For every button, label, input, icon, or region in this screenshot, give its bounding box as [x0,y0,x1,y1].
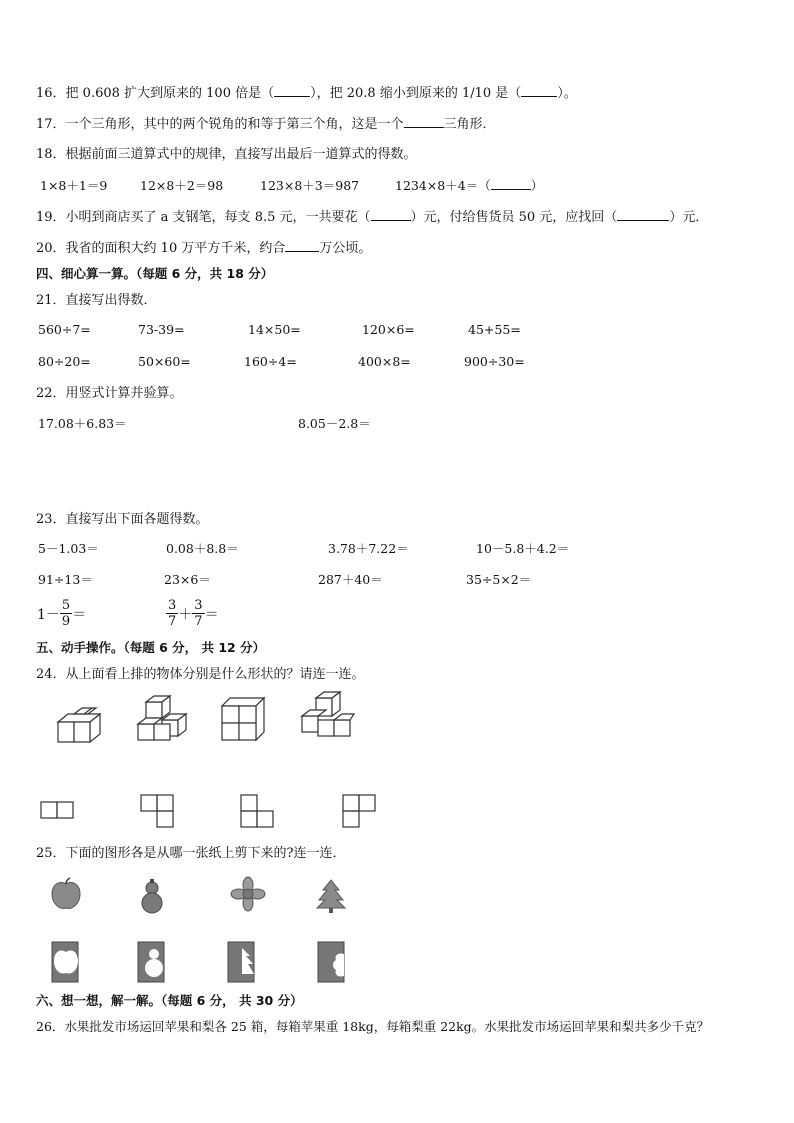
q21-expr: 120×6= [362,322,415,337]
question-23: 23．直接写出下面各题得数。 [36,512,209,527]
top-view-shape-2 [140,794,180,834]
q21-expr: 80÷20= [38,354,91,369]
q23-expr: 91÷13＝ [38,572,93,587]
fraction [166,598,178,629]
question-18: 18．根据前面三道算式中的规律，直接写出最后一道算式的得数。 [36,147,417,162]
q19-blank-2[interactable] [617,208,669,221]
top-view-shape-3 [240,794,280,834]
q21-expr: 50×60= [138,354,191,369]
q23-expr: 35÷5×2＝ [466,572,532,587]
top-view-shape-1 [40,800,80,822]
q18-expr-4-close: ） [530,178,544,193]
q17-blank[interactable] [404,115,444,128]
denominator: 7 [168,614,177,629]
q21-expr: 400×8= [358,354,411,369]
q16-text-b: ），把 20.8 缩小到原来的 1/10 是（ [310,86,522,101]
q21-expr: 73-39= [138,322,185,337]
q19-text-a: 19．小明到商店买了 a 支钢笔，每支 8.5 元，一共要花（ [36,210,371,225]
cube-stack-1 [50,700,110,744]
frac-op: ＋ [178,606,193,623]
q20-text-b: 万公顷。 [319,241,372,256]
q21-expr: 14×50= [248,322,301,337]
frac-lead: 1－ [37,606,60,623]
question-17 [36,115,496,134]
tree-shape-icon [315,878,347,914]
flower-shape-icon [230,876,266,912]
q18-expr-3: 123×8＋3＝987 [260,178,360,193]
q23-expr: 23×6＝ [164,572,211,587]
question-16 [36,84,577,103]
q17-text-a: 17．一个三角形，其中的两个锐角的和等于第三个角，这是一个 [36,117,404,132]
paper-cutout-1 [50,940,82,984]
q19-text-b: ）元，付给售货员 50 元，应找回（ [410,210,618,225]
question-20 [36,239,371,258]
q16-blank-2[interactable] [521,84,557,97]
paper-cutout-3 [226,940,258,984]
q23-expr: 5－1.03＝ [38,541,99,556]
q19-blank-1[interactable] [371,208,411,221]
fraction [192,598,204,629]
question-24: 24．从上面看上排的物体分别是什么形状的？请连一连。 [36,667,365,682]
q23-expr: 0.08＋8.8＝ [166,541,239,556]
q23-expr: 3.78＋7.22＝ [328,541,409,556]
q23-fraction-expr-1 [37,598,86,629]
q23-expr: 10－5.8＋4.2＝ [476,541,570,556]
question-22: 22．用竖式计算并验算。 [36,386,183,401]
numerator: 3 [194,598,203,613]
q20-text-a: 20．我省的面积大约 10 万平方千米，约合 [36,241,286,256]
question-21: 21．直接写出得数． [36,293,157,308]
denominator: 9 [61,614,71,629]
q18-expr-4 [395,177,543,195]
q18-expr-4-text: 1234×8＋4＝（ [395,178,491,193]
cube-stack-2 [134,694,190,746]
cube-stack-3 [218,696,270,744]
top-view-shape-4 [342,794,382,834]
numerator: 5 [61,598,71,613]
q21-expr: 45+55= [468,322,521,337]
question-25: 25．下面的图形各是从哪一张纸上剪下来的?连一连． [36,846,346,861]
q16-blank-1[interactable] [274,84,310,97]
frac-tail: ＝ [204,606,219,623]
apple-shape-icon [50,878,82,912]
q21-expr: 900÷30= [464,354,525,369]
question-19 [36,208,708,227]
q22-expr-1: 17.08＋6.83＝ [38,416,127,431]
section-4-heading: 四、细心算一算。（每题 6 分，共 18 分） [36,266,274,281]
fraction [60,598,72,629]
q23-fraction-expr-2 [166,598,219,629]
gourd-shape-icon [138,878,166,914]
q19-text-c: ）元． [669,210,709,225]
cube-stack-4 [300,690,356,746]
q18-expr-1: 1×8＋1＝9 [40,178,108,193]
section-5-heading: 五、动手操作。（每题 6 分， 共 12 分） [36,640,266,655]
paper-cutout-2 [136,940,168,984]
q18-expr-2: 12×8＋2＝98 [140,178,224,193]
q23-expr: 287＋40＝ [318,572,383,587]
frac-tail: ＝ [72,606,87,623]
q21-expr: 160÷4= [244,354,297,369]
q16-text-a: 16．把 0.608 扩大到原来的 100 倍是（ [36,86,275,101]
numerator: 3 [168,598,177,613]
q20-blank[interactable] [285,239,319,252]
q22-expr-2: 8.05－2.8＝ [298,416,371,431]
q18-blank[interactable] [491,177,531,190]
section-6-heading: 六、想一想，解一解。（每题 6 分， 共 30 分） [36,993,303,1008]
q16-text-c: ）。 [557,86,577,101]
denominator: 7 [194,614,203,629]
question-26: 26．水果批发市场运回苹果和梨各 25 箱，每箱苹果重 18kg，每箱梨重 22kg。水果批发市场运回苹果和梨共多少千克？ [36,1019,710,1034]
q21-expr: 560÷7= [38,322,91,337]
q17-text-b: 三角形． [443,117,496,132]
paper-cutout-4 [316,940,348,984]
